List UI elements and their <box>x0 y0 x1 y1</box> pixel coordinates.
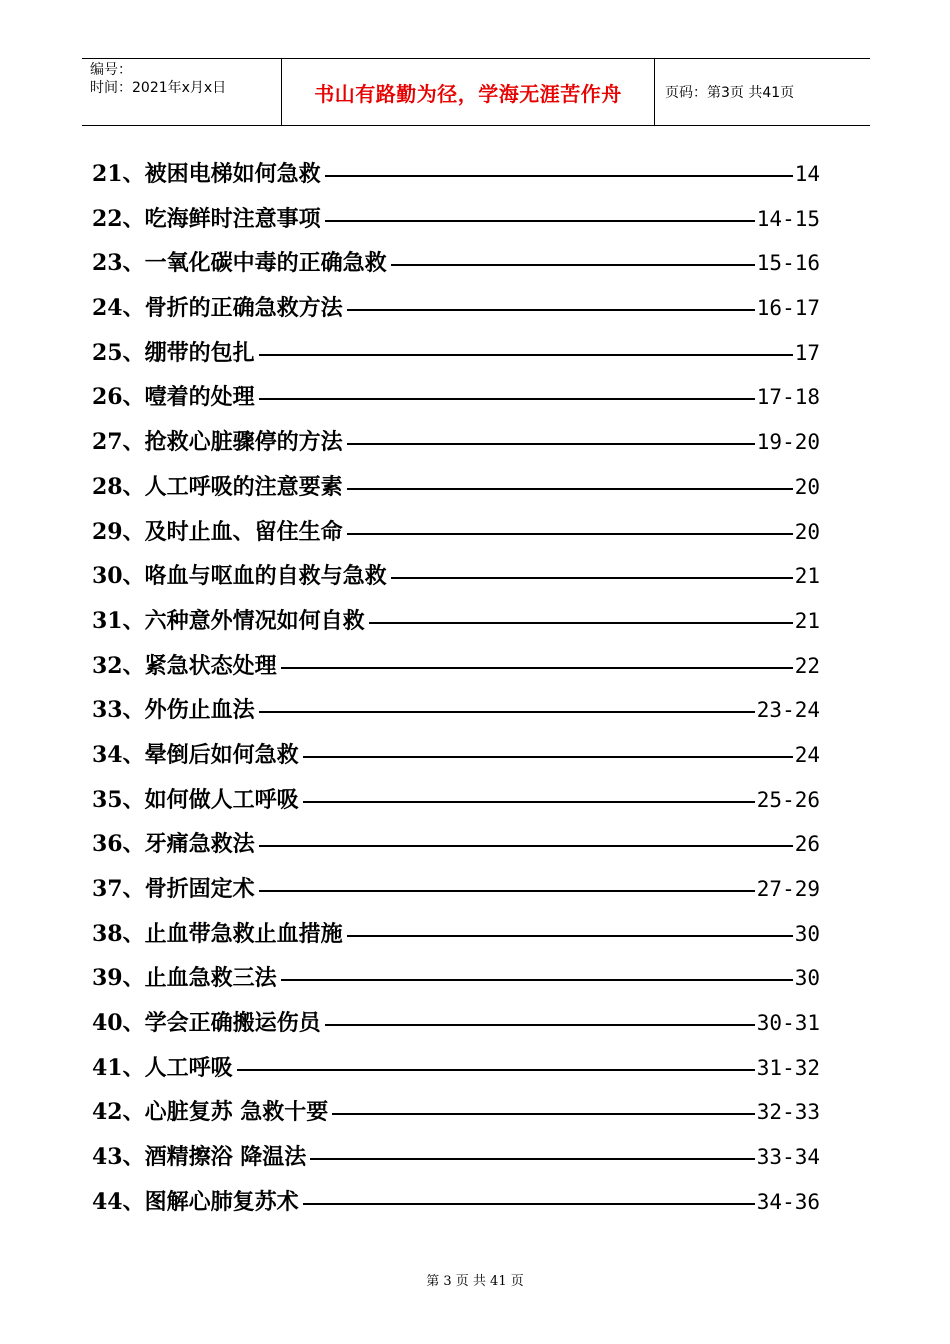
toc-leader-line <box>391 577 793 579</box>
toc-entry[interactable] <box>92 1046 832 1091</box>
toc-entry[interactable] <box>92 241 832 286</box>
toc-entry-page: 25-26 <box>756 787 820 812</box>
header-page-cell <box>655 59 870 125</box>
toc-entry-page: 20 <box>794 519 820 544</box>
toc-entry[interactable] <box>92 956 832 1001</box>
toc-leader-line <box>325 1024 755 1026</box>
toc-leader-line <box>325 220 755 222</box>
toc-leader-line <box>347 935 793 937</box>
toc-entry[interactable] <box>92 867 832 912</box>
toc-leader-line <box>303 801 755 803</box>
toc-entry-page: 26 <box>794 832 820 857</box>
toc-entry-page: 17-18 <box>756 385 820 410</box>
table-of-contents <box>92 152 832 1225</box>
header-motto-cell <box>282 59 655 125</box>
toc-entry-title: 24、骨折的正确急救方法 <box>92 295 343 322</box>
toc-leader-line <box>369 622 793 624</box>
toc-entry-page: 30 <box>794 966 820 991</box>
toc-entry-title: 22、吃海鲜时注意事项 <box>92 205 321 232</box>
toc-entry[interactable] <box>92 1001 832 1046</box>
toc-entry-page: 31-32 <box>756 1055 820 1080</box>
toc-entry[interactable] <box>92 912 832 957</box>
toc-entry-page: 15-16 <box>756 251 820 276</box>
header-motto: 书山有路勤为径，学海无涯苦作舟 <box>314 81 622 106</box>
toc-entry-title: 31、六种意外情况如何自救 <box>92 607 365 634</box>
header-meta <box>82 59 282 125</box>
toc-leader-line <box>259 711 755 713</box>
toc-entry-page: 21 <box>794 608 820 633</box>
toc-entry-page: 30-31 <box>756 1011 820 1036</box>
toc-entry-title: 27、抢救心脏骤停的方法 <box>92 429 343 456</box>
toc-entry-page: 20 <box>794 474 820 499</box>
document-time-label: 时间：2021年x月x日 <box>90 80 227 96</box>
toc-entry[interactable] <box>92 420 832 465</box>
toc-entry-title: 30、咯血与呕血的自救与急救 <box>92 563 387 590</box>
toc-entry-title: 25、绷带的包扎 <box>92 339 255 366</box>
toc-entry[interactable] <box>92 733 832 778</box>
toc-entry-title: 44、图解心肺复苏术 <box>92 1188 299 1215</box>
toc-leader-line <box>259 845 793 847</box>
toc-entry-page: 32-33 <box>756 1100 820 1125</box>
toc-entry-page: 21 <box>794 564 820 589</box>
toc-entry[interactable] <box>92 331 832 376</box>
toc-entry-title: 36、牙痛急救法 <box>92 831 255 858</box>
toc-entry[interactable] <box>92 1180 832 1225</box>
toc-entry-title: 34、晕倒后如何急救 <box>92 741 299 768</box>
toc-entry[interactable] <box>92 778 832 823</box>
page-header <box>82 58 870 126</box>
toc-leader-line <box>259 354 793 356</box>
toc-leader-line <box>347 488 793 490</box>
toc-leader-line <box>281 979 793 981</box>
toc-leader-line <box>347 443 755 445</box>
toc-entry-title: 41、人工呼吸 <box>92 1054 233 1081</box>
toc-entry-page: 24 <box>794 742 820 767</box>
toc-leader-line <box>259 890 755 892</box>
toc-entry-page: 14 <box>794 162 820 186</box>
toc-entry-page: 14-15 <box>756 206 820 231</box>
toc-entry-page: 34-36 <box>756 1189 820 1214</box>
toc-leader-line <box>303 1203 755 1205</box>
page-footer: 第 3 页 共 41 页 <box>426 1274 524 1289</box>
toc-leader-line <box>347 533 793 535</box>
toc-leader-line <box>391 264 755 266</box>
toc-leader-line <box>332 1113 755 1115</box>
toc-leader-line <box>237 1069 755 1071</box>
toc-entry-title: 33、外伤止血法 <box>92 697 255 724</box>
toc-entry[interactable] <box>92 197 832 242</box>
document-number-label: 编号： <box>90 62 132 78</box>
toc-entry-title: 38、止血带急救止血措施 <box>92 920 343 947</box>
toc-entry[interactable] <box>92 1090 832 1135</box>
toc-entry-page: 17 <box>794 340 820 365</box>
toc-leader-line <box>347 309 755 311</box>
toc-entry[interactable] <box>92 644 832 689</box>
toc-entry[interactable] <box>92 599 832 644</box>
toc-entry-title: 23、一氧化碳中毒的正确急救 <box>92 250 387 277</box>
toc-entry[interactable] <box>92 510 832 555</box>
toc-entry-title: 21、被困电梯如何急救 <box>92 161 321 187</box>
toc-entry-page: 23-24 <box>756 698 820 723</box>
toc-entry-page: 19-20 <box>756 430 820 455</box>
toc-entry[interactable] <box>92 688 832 733</box>
toc-entry-title: 37、骨折固定术 <box>92 876 255 902</box>
toc-leader-line <box>310 1158 755 1160</box>
toc-entry[interactable] <box>92 286 832 331</box>
toc-leader-line <box>325 175 793 177</box>
toc-entry[interactable] <box>92 375 832 420</box>
toc-entry-page: 30 <box>794 921 820 946</box>
toc-entry-page: 33-34 <box>756 1145 820 1170</box>
toc-entry-title: 35、如何做人工呼吸 <box>92 786 299 813</box>
toc-leader-line <box>259 398 755 400</box>
toc-entry[interactable] <box>92 465 832 510</box>
toc-entry-page: 22 <box>794 653 820 678</box>
toc-entry-title: 26、噎着的处理 <box>92 384 255 411</box>
toc-entry-page: 27-29 <box>756 877 820 901</box>
toc-entry[interactable] <box>92 554 832 599</box>
toc-entry-title: 39、止血急救三法 <box>92 965 277 992</box>
header-page-info: 页码：第3页 共41页 <box>665 85 795 101</box>
toc-entry-title: 40、学会正确搬运伤员 <box>92 1010 321 1037</box>
toc-leader-line <box>303 756 793 758</box>
toc-entry-title: 28、人工呼吸的注意要素 <box>92 473 343 500</box>
toc-entry[interactable] <box>92 1135 832 1180</box>
toc-entry-title: 42、心脏复苏 急救十要 <box>92 1099 329 1126</box>
toc-entry-title: 43、酒精擦浴 降温法 <box>92 1144 307 1171</box>
toc-entry-title: 29、及时止血、留住生命 <box>92 518 343 545</box>
toc-entry-title: 32、紧急状态处理 <box>92 652 277 679</box>
toc-entry[interactable] <box>92 822 832 867</box>
toc-leader-line <box>281 667 793 669</box>
toc-entry-page: 16-17 <box>756 296 820 321</box>
toc-entry[interactable] <box>92 152 832 197</box>
